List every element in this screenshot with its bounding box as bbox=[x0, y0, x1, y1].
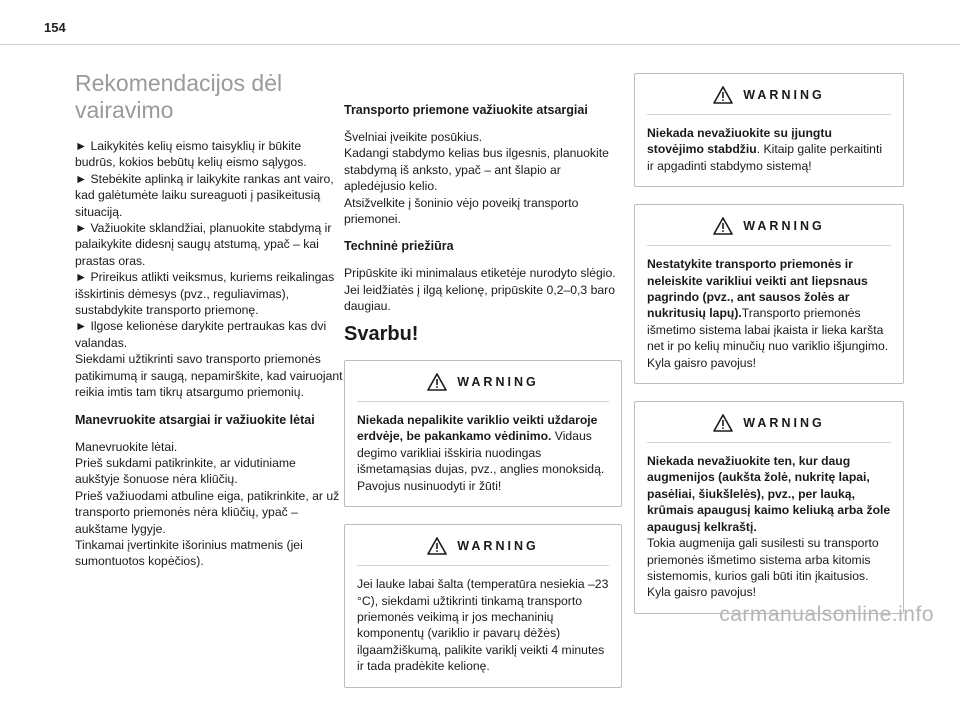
paragraph-line: Prieš važiuodami atbuline eiga, patikrinkite, ar už transporto priemonės nėra kliūčių, ypač – aukštame lygyje. bbox=[75, 488, 340, 536]
bullets-tail: Siekdami užtikrinti savo transporto priemonės patikimumą ir saugą, nepamirškite, kad vairuojant reikia imtis tam tikrų atsargumo priemonių. bbox=[75, 352, 343, 400]
warning-triangle-icon bbox=[713, 86, 733, 104]
warning-triangle-icon bbox=[713, 217, 733, 235]
page-number: 154 bbox=[44, 20, 66, 35]
warning-body bbox=[635, 246, 903, 383]
section-heading-drive: Transporto priemone važiuokite atsargiai bbox=[344, 103, 588, 117]
column-left bbox=[75, 70, 343, 581]
paragraph-line: Prieš sukdami patikrinkite, ar vidutiniame aukštyje šonuose nėra kliūčių. bbox=[75, 455, 296, 487]
section-heading-maintenance: Techninė priežiūra bbox=[344, 239, 454, 254]
warning-text: Tokia augmenija gali susilesti su transporto priemonės išmetimo sistema arba kitomis sistemomis, kurios gali būti itin įkaitusios. Kyla gaisro pavojus! bbox=[647, 536, 879, 600]
paragraph-line: Kadangi stabdymo kelias bus ilgesnis, planuokite stabdymą iš anksto, ypač – ant šlapio ar apledėjusio kelio. bbox=[344, 146, 609, 194]
warning-text: . Kitaip galite perkaitinti ir apgadinti stabdymo sistemą! bbox=[647, 142, 883, 173]
warning-header bbox=[647, 74, 891, 115]
warning-body bbox=[635, 115, 903, 186]
warning-bold-text: Niekada nevažiuokite su įjungtu stovėjimo stabdžiu bbox=[647, 126, 832, 157]
warning-body bbox=[345, 566, 621, 686]
warning-box bbox=[634, 401, 904, 614]
warning-title: WARNING bbox=[743, 219, 825, 234]
warning-header bbox=[647, 205, 891, 246]
warning-text: Jei lauke labai šalta (temperatūra nesiekia –23 °C), siekdami užtikrinti tinkamą transporto priemonės veikimą ir jos mechaninių komponentų (variklio ir pavarų dėžės) ilgaamžiškumą, palikite variklį veikti 4 minutes ir tada pradėkite kelionę. bbox=[357, 577, 609, 674]
section-text-maintenance: Pripūskite iki minimalaus etiketėje nurodyto slėgio. Jei leidžiatės į ilgą kelionę, pripūskite 0,2–0,3 baro daugiau. bbox=[344, 266, 616, 314]
warning-header bbox=[357, 361, 609, 402]
warning-title: WARNING bbox=[457, 374, 539, 389]
warning-box bbox=[344, 360, 622, 507]
bullet-list bbox=[75, 138, 343, 401]
bullet-item: ► Laikykitės kelių eismo taisyklių ir būkite budrūs, kokios bebūtų kelių eismo sąlygos. bbox=[75, 139, 307, 170]
warning-bold-text: Niekada nevažiuokite ten, kur daug augmenijos (aukšta žolė, nukritę lapai, pasėliai, šiukšlelės), pvz., per lauką, krūmais apaugusį kaimo keliuką arba žole apaugusį kelkraštį. bbox=[647, 454, 891, 534]
warning-header bbox=[357, 525, 609, 566]
section-heading-maneuver: Manevruokite atsargiai ir važiuokite lėtai bbox=[75, 412, 315, 427]
section-text-maneuver bbox=[75, 439, 343, 570]
top-rule bbox=[0, 44, 960, 45]
page-title: Rekomendacijos dėl vairavimo bbox=[75, 70, 283, 123]
warning-bold-text: Nestatykite transporto priemonės ir neleiskite varikliui veikti ant liepsnaus pagrindo (pvz., ant sausos žolės ar nukritusių lapų). bbox=[647, 257, 868, 321]
warning-header bbox=[647, 402, 891, 443]
paragraph-line: Tinkamai įvertinkite išorinius matmenis (jei sumontuotos kopėčios). bbox=[75, 537, 303, 569]
warning-triangle-icon bbox=[427, 537, 447, 555]
warning-text: Vidaus degimo varikliai išskiria nuodingas išmetamąsias dujas, pvz., anglies monoksidą. Pavojus nusinuodyti ir žūti! bbox=[357, 429, 605, 493]
warning-bold-text: Niekada nepalikite variklio veikti uždaroje erdvėje, be pakankamo vėdinimo. bbox=[357, 413, 598, 444]
warning-box bbox=[634, 73, 904, 187]
warning-body bbox=[345, 402, 621, 506]
bullet-item: ► Stebėkite aplinką ir laikykite rankas ant vairo, kad galėtumėte laiku sureaguoti į pasikeitusią situaciją. bbox=[75, 171, 334, 219]
paragraph-line: Atsižvelkite į šoninio vėjo poveikį transporto priemonei. bbox=[344, 195, 579, 227]
bullet-item: ► Prireikus atlikti veiksmus, kuriems reikalingas išskirtinis dėmesys (pvz., reguliavimas), sustabdykite transporto priemonę. bbox=[75, 270, 335, 318]
warning-triangle-icon bbox=[713, 414, 733, 432]
warning-triangle-icon bbox=[427, 373, 447, 391]
warning-text: Transporto priemonės išmetimo sistema labai įkaista ir lieka karšta net ir po kelių minučių nuo variklio išjungimo. Kyla gaisro pavojus! bbox=[647, 306, 889, 370]
bullet-item: ► Važiuokite sklandžiai, planuokite stabdymą ir palaikykite didesnį saugų atstumą, ypač – kai prastas oras. bbox=[75, 221, 332, 268]
warning-box bbox=[344, 524, 622, 687]
warning-title: WARNING bbox=[743, 87, 825, 102]
watermark-text: carmanualsonline.info bbox=[719, 603, 934, 626]
bullet-item: ► Ilgose kelionėse darykite pertraukas kas dvi valandas. bbox=[75, 319, 327, 350]
warning-title: WARNING bbox=[743, 415, 825, 430]
column-right bbox=[634, 73, 904, 631]
important-title: Svarbu! bbox=[344, 322, 419, 345]
paragraph-line: Manevruokite lėtai. bbox=[75, 439, 178, 454]
warning-body bbox=[635, 443, 903, 613]
section-text-drive bbox=[344, 129, 622, 227]
warning-box bbox=[634, 204, 904, 384]
paragraph-line: Švelniai įveikite posūkius. bbox=[344, 130, 483, 144]
column-middle bbox=[344, 102, 622, 705]
warning-title: WARNING bbox=[457, 538, 539, 553]
